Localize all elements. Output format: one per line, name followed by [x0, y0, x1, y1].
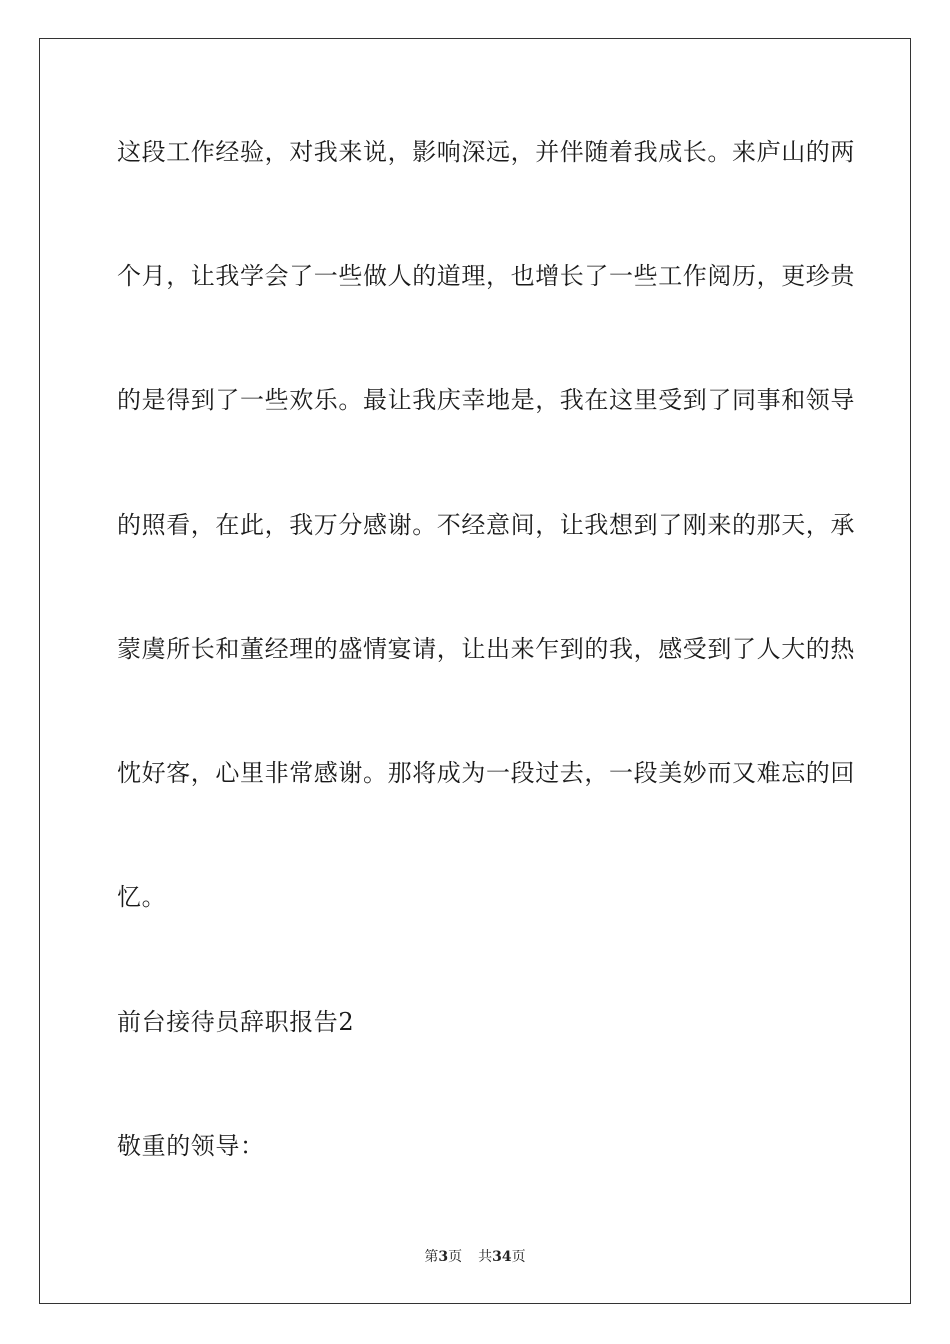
paragraph-line-1: 这段工作经验，对我来说，影响深远，并伴随着我成长。来庐山的两	[117, 138, 855, 166]
page-border	[39, 38, 911, 1304]
total-suffix: 页	[511, 1249, 526, 1265]
paragraph-line-7: 忆。	[117, 883, 167, 911]
page-footer	[0, 1248, 950, 1266]
page-number: 3	[438, 1249, 449, 1265]
paragraph-line-4: 的照看，在此，我万分感谢。不经意间，让我想到了刚来的那天，承	[117, 511, 855, 539]
total-pages: 34	[492, 1249, 512, 1265]
total-prefix: 共	[478, 1249, 493, 1265]
page-suffix: 页	[448, 1249, 463, 1265]
page-prefix: 第	[424, 1249, 439, 1265]
paragraph-line-6: 忱好客，心里非常感谢。那将成为一段过去，一段美妙而又难忘的回	[117, 759, 855, 787]
paragraph-line-2: 个月，让我学会了一些做人的道理，也增长了一些工作阅历，更珍贵	[117, 262, 855, 290]
section-title: 前台接待员辞职报告2	[117, 1008, 355, 1036]
paragraph-line-5: 蒙虞所长和董经理的盛情宴请，让出来乍到的我，感受到了人大的热	[117, 635, 855, 663]
paragraph-line-3: 的是得到了一些欢乐。最让我庆幸地是，我在这里受到了同事和领导	[117, 386, 855, 414]
salutation: 敬重的领导：	[117, 1132, 265, 1160]
